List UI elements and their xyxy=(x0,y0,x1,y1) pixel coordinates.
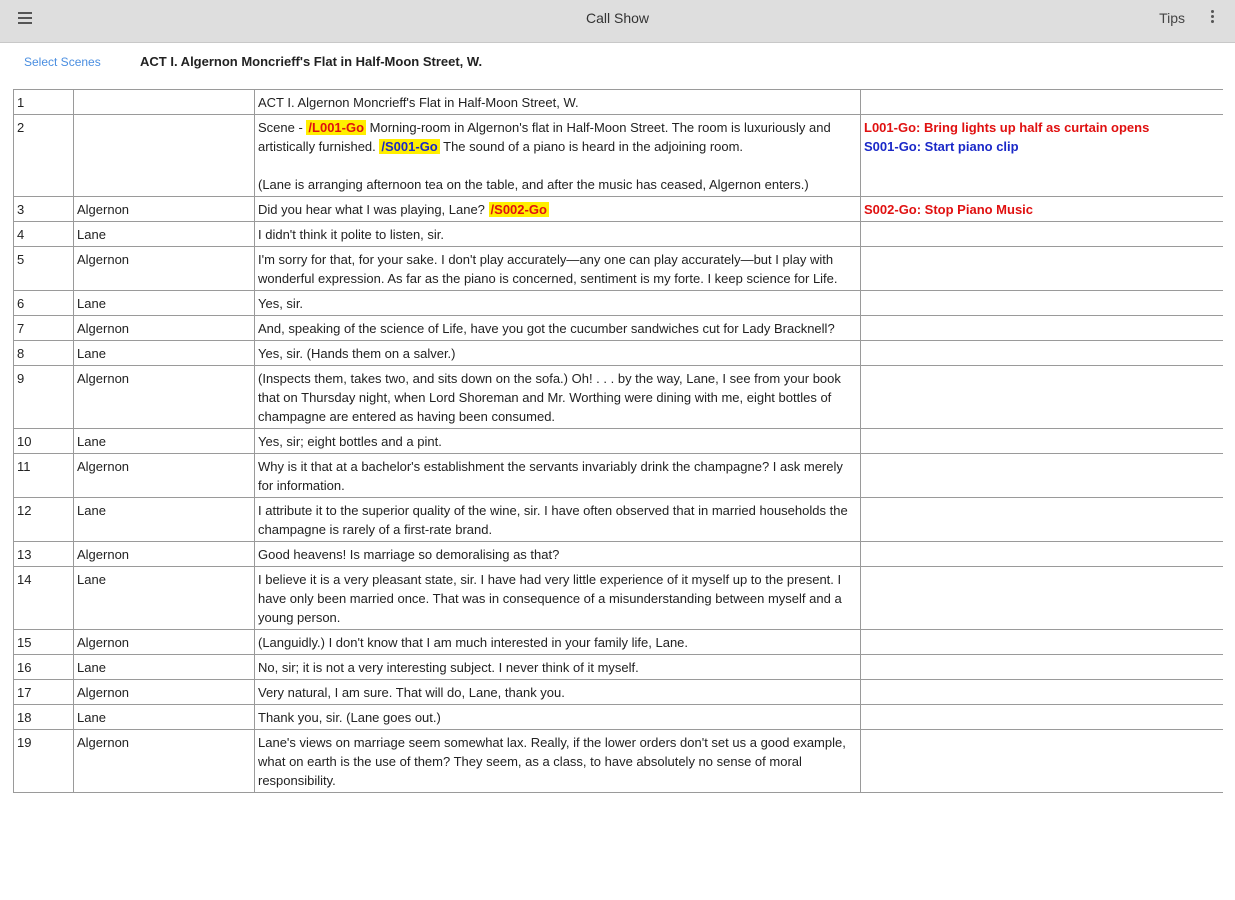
line-number: 16 xyxy=(14,655,74,680)
table-row[interactable] xyxy=(14,655,1224,680)
character-name: Lane xyxy=(74,498,255,542)
line-text-segment: (Lane is arranging afternoon tea on the table, and after the music has ceased, Algernon enters.) xyxy=(258,177,809,192)
line-text: I attribute it to the superior quality of the wine, sir. I have often observed that in married households the champagne is rarely of a first-rate brand. xyxy=(255,498,861,542)
cue-notes xyxy=(861,197,1224,222)
lighting-cue-note: L001-Go: Bring lights up half as curtain opens xyxy=(864,120,1150,135)
line-text xyxy=(255,197,861,222)
line-text: I'm sorry for that, for your sake. I don't play accurately—any one can play accurately—but I play with wonderful expression. As far as the piano is concerned, sentiment is my forte. I keep science for Life. xyxy=(255,247,861,291)
script-table xyxy=(13,89,1223,793)
lighting-cue-marker[interactable]: /L001-Go xyxy=(308,120,365,135)
character-name: Algernon xyxy=(74,542,255,567)
cue-notes xyxy=(861,498,1224,542)
line-text: (Languidly.) I don't know that I am much interested in your family life, Lane. xyxy=(255,630,861,655)
line-number: 1 xyxy=(14,90,74,115)
table-row[interactable] xyxy=(14,291,1224,316)
table-row[interactable] xyxy=(14,429,1224,454)
tips-button[interactable]: Tips xyxy=(1159,10,1185,26)
line-text: And, speaking of the science of Life, have you got the cucumber sandwiches cut for Lady Bracknell? xyxy=(255,316,861,341)
line-number: 15 xyxy=(14,630,74,655)
table-row[interactable] xyxy=(14,115,1224,197)
line-number: 10 xyxy=(14,429,74,454)
line-number: 13 xyxy=(14,542,74,567)
line-number: 9 xyxy=(14,366,74,429)
table-row[interactable] xyxy=(14,366,1224,429)
cue-notes xyxy=(861,655,1224,680)
cue-notes xyxy=(861,316,1224,341)
character-name xyxy=(74,115,255,197)
character-name: Lane xyxy=(74,291,255,316)
line-text: Yes, sir. (Hands them on a salver.) xyxy=(255,341,861,366)
scene-header-bar xyxy=(0,43,1235,83)
line-number: 18 xyxy=(14,705,74,730)
cue-notes xyxy=(861,115,1224,197)
line-number: 17 xyxy=(14,680,74,705)
sound-cue-note: S002-Go: Stop Piano Music xyxy=(864,202,1034,217)
select-scenes-button[interactable]: Select Scenes xyxy=(24,55,101,69)
character-name: Lane xyxy=(74,655,255,680)
character-name: Lane xyxy=(74,567,255,630)
cue-notes xyxy=(861,247,1224,291)
line-number: 2 xyxy=(14,115,74,197)
table-row[interactable] xyxy=(14,222,1224,247)
table-row[interactable] xyxy=(14,730,1224,793)
table-row[interactable] xyxy=(14,567,1224,630)
table-row[interactable] xyxy=(14,341,1224,366)
line-text: Lane's views on marriage seem somewhat lax. Really, if the lower orders don't set us a good example, what on earth is the use of them? They seem, as a class, to have absolutely no sense of moral responsibility. xyxy=(255,730,861,793)
line-text: I believe it is a very pleasant state, sir. I have had very little experience of it myself up to the present. I have only been married once. That was in consequence of a misunderstanding between myself and a young person. xyxy=(255,567,861,630)
character-name: Algernon xyxy=(74,680,255,705)
character-name: Lane xyxy=(74,222,255,247)
cue-notes xyxy=(861,341,1224,366)
cue-notes xyxy=(861,542,1224,567)
character-name: Algernon xyxy=(74,316,255,341)
line-text-segment: The sound of a piano is heard in the adjoining room. xyxy=(439,139,744,154)
table-row[interactable] xyxy=(14,197,1224,222)
cue-notes xyxy=(861,366,1224,429)
line-number: 3 xyxy=(14,197,74,222)
table-row[interactable] xyxy=(14,680,1224,705)
cue-notes xyxy=(861,730,1224,793)
sound-cue-marker[interactable]: /S001-Go xyxy=(381,139,438,154)
character-name: Algernon xyxy=(74,730,255,793)
line-number: 12 xyxy=(14,498,74,542)
line-text: ACT I. Algernon Moncrieff's Flat in Half-Moon Street, W. xyxy=(255,90,861,115)
line-text: No, sir; it is not a very interesting subject. I never think of it myself. xyxy=(255,655,861,680)
line-text: Why is it that at a bachelor's establishment the servants invariably drink the champagne? I ask merely for information. xyxy=(255,454,861,498)
more-vertical-icon[interactable] xyxy=(1207,8,1217,28)
table-row[interactable] xyxy=(14,630,1224,655)
character-name: Algernon xyxy=(74,197,255,222)
line-text: Yes, sir; eight bottles and a pint. xyxy=(255,429,861,454)
line-text xyxy=(255,115,861,197)
line-text: Yes, sir. xyxy=(255,291,861,316)
table-row[interactable] xyxy=(14,454,1224,498)
character-name: Algernon xyxy=(74,454,255,498)
character-name: Lane xyxy=(74,429,255,454)
scene-title: ACT I. Algernon Moncrieff's Flat in Half-Moon Street, W. xyxy=(140,54,483,69)
cue-notes xyxy=(861,680,1224,705)
table-row[interactable] xyxy=(14,90,1224,115)
cue-notes xyxy=(861,429,1224,454)
sound-cue-note: S001-Go: Start piano clip xyxy=(864,139,1019,154)
top-app-bar xyxy=(0,0,1235,43)
line-number: 14 xyxy=(14,567,74,630)
line-text: Very natural, I am sure. That will do, Lane, thank you. xyxy=(255,680,861,705)
cue-notes xyxy=(861,567,1224,630)
line-text: (Inspects them, takes two, and sits down on the sofa.) Oh! . . . by the way, Lane, I see from your book that on Thursday night, when Lord Shoreman and Mr. Worthing were dining with me, eight bottles of champagne are entered as having been consumed. xyxy=(255,366,861,429)
line-text-segment: Scene - xyxy=(258,120,307,135)
cue-notes xyxy=(861,705,1224,730)
table-row[interactable] xyxy=(14,705,1224,730)
sound-cue-marker[interactable]: /S002-Go xyxy=(490,202,547,217)
line-number: 5 xyxy=(14,247,74,291)
character-name: Lane xyxy=(74,341,255,366)
character-name: Algernon xyxy=(74,366,255,429)
cue-notes xyxy=(861,454,1224,498)
line-number: 19 xyxy=(14,730,74,793)
cue-notes xyxy=(861,222,1224,247)
line-text-segment: Did you hear what I was playing, Lane? xyxy=(258,202,489,217)
character-name: Algernon xyxy=(74,630,255,655)
table-row[interactable] xyxy=(14,247,1224,291)
line-number: 4 xyxy=(14,222,74,247)
character-name: Lane xyxy=(74,705,255,730)
line-text-segment: Morning-room in Algernon's flat in Half-Moon Street. The room is luxuriously and artistically furnished. xyxy=(258,120,831,154)
cue-notes xyxy=(861,291,1224,316)
line-text: I didn't think it polite to listen, sir. xyxy=(255,222,861,247)
line-text: Thank you, sir. (Lane goes out.) xyxy=(255,705,861,730)
character-name: Algernon xyxy=(74,247,255,291)
table-row[interactable] xyxy=(14,316,1224,341)
table-row[interactable] xyxy=(14,498,1224,542)
table-row[interactable] xyxy=(14,542,1224,567)
script-table-container[interactable] xyxy=(13,89,1223,889)
line-number: 6 xyxy=(14,291,74,316)
line-number: 8 xyxy=(14,341,74,366)
line-number: 11 xyxy=(14,454,74,498)
line-text: Good heavens! Is marriage so demoralising as that? xyxy=(255,542,861,567)
line-number: 7 xyxy=(14,316,74,341)
character-name xyxy=(74,90,255,115)
app-title: Call Show xyxy=(585,10,650,26)
cue-notes xyxy=(861,90,1224,115)
cue-notes xyxy=(861,630,1224,655)
